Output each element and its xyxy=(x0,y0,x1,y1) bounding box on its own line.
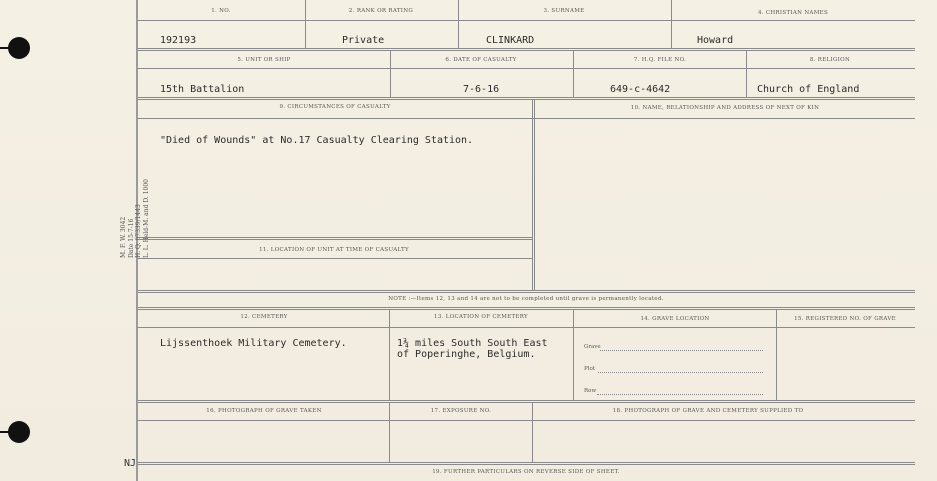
unit-value: 15th Battalion xyxy=(160,84,245,95)
service-number: 192193 xyxy=(160,35,197,46)
label-surname: 3. SURNAME xyxy=(543,8,585,14)
religion-value: Church of England xyxy=(757,84,860,95)
label-location-of-unit: 11. LOCATION OF UNIT AT TIME OF CASUALTY xyxy=(259,247,409,253)
punch-hole-top xyxy=(8,37,30,59)
label-cemetery: 12. CEMETERY xyxy=(240,314,288,320)
label-hq-file: 7. H.Q. FILE NO. xyxy=(633,57,687,63)
rank-value: Private xyxy=(342,35,385,46)
label-photograph-supplied: 18. PHOTOGRAPH OF GRAVE AND CEMETERY SUPPLIED TO xyxy=(612,408,804,414)
label-exposure-no: 17. EXPOSURE NO. xyxy=(430,408,492,414)
circumstances-value: "Died of Wounds" at No.17 Casualty Clearing Station. xyxy=(160,135,474,146)
label-religion: 8. RELIGION xyxy=(809,57,851,63)
label-registered-no: 15. REGISTERED NO. OF GRAVE xyxy=(794,316,896,322)
christian-names-value: Howard xyxy=(697,35,734,46)
punch-hole-bottom xyxy=(8,421,30,443)
label-date: 6. DATE OF CASUALTY xyxy=(445,57,517,63)
label-location-of-cemetery: 13. LOCATION OF CEMETERY xyxy=(434,314,528,320)
label-photograph-taken: 16. PHOTOGRAPH OF GRAVE TAKEN xyxy=(206,408,322,414)
label-no: 1. NO. xyxy=(211,8,231,14)
date-of-casualty-value: 7-6-16 xyxy=(463,84,500,95)
row-field-label: Row xyxy=(584,388,597,394)
label-grave-location: 14. GRAVE LOCATION xyxy=(640,316,710,322)
label-next-of-kin: 10. NAME, RELATIONSHIP AND ADDRESS OF NEXT OF KIN xyxy=(630,105,820,111)
label-further-particulars: 19. FURTHER PARTICULARS ON REVERSE SIDE OF SHEET. xyxy=(432,469,620,475)
grave-field-label: Grave xyxy=(584,344,601,350)
label-circumstances: 9. CIRCUMSTANCES OF CASUALTY xyxy=(279,104,391,110)
hq-file-value: 649-c-4642 xyxy=(610,84,671,95)
completion-note: NOTE :—Items 12, 13 and 14 are not to be completed until grave is permanently located. xyxy=(388,296,664,302)
label-rank: 2. RANK OR RATING xyxy=(348,8,414,14)
surname-value: CLINKARD xyxy=(486,35,535,46)
label-unit: 5. UNIT OR SHIP xyxy=(237,57,291,63)
location-of-cemetery-value: 1¾ miles South South East of Poperinghe, Belgium. xyxy=(397,338,548,360)
margin-mark: NJ xyxy=(124,458,137,469)
plot-field-label: Plot xyxy=(584,366,595,372)
cemetery-value: Lijssenthoek Military Cemetery. xyxy=(160,338,347,349)
side-printer-note: M. F. W. 3042 Date 15-7-16 H. Q. 07339/1443 L. L. Held-M. and D. 1000 xyxy=(120,179,150,258)
label-christian-names: 4. CHRISTIAN NAMES xyxy=(757,10,829,16)
